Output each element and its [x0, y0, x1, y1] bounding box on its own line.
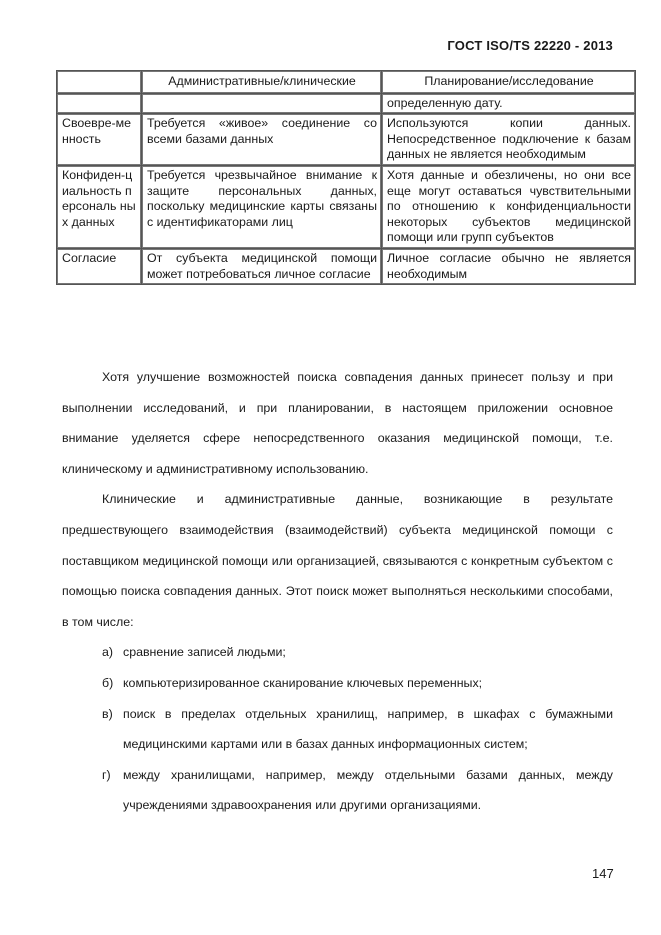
list-item	[62, 637, 613, 668]
table-header-row	[57, 71, 636, 94]
list-item-text: сравнение записей людьми;	[123, 645, 286, 660]
table-row	[57, 93, 636, 114]
list-item-text: поиск в пределах отдельных хранилищ, например, в шкафах с бумажными медицинскими картами или в базах данных информационных систем;	[123, 706, 613, 752]
row-planning-cell: Используются копии данных. Непосредственное подключение к базам данных не является необходимым	[382, 114, 636, 166]
row-planning-cell: Личное согласие обычно не является необходимым	[382, 248, 636, 284]
row-admin-cell	[142, 93, 382, 114]
body-text	[62, 362, 613, 821]
list-item	[62, 760, 613, 821]
row-label	[57, 93, 142, 114]
page-number: 147	[592, 866, 614, 881]
list-marker: г)	[102, 767, 111, 782]
enumerated-list	[62, 637, 613, 821]
table-row	[57, 114, 636, 166]
paragraph: Клинические и административные данные, возникающие в результате предшествующего взаимодействия (взаимодействий) субъекта медицинской помощи с поставщиком медицинской помощи или организацией, связываются с конкретным субъектом с помощью поиска совпадения данных. Этот поиск может выполняться несколькими способами, в том числе:	[62, 492, 613, 629]
list-item	[62, 668, 613, 699]
table-row	[57, 248, 636, 284]
list-marker: в)	[102, 706, 113, 721]
list-marker: б)	[102, 675, 114, 690]
row-planning-cell: определенную дату.	[382, 93, 636, 114]
paragraph: Хотя улучшение возможностей поиска совпадения данных принесет пользу и при выполнении исследований, и при планировании, в настоящем приложении основное внимание уделяется сфере непосредственного оказания медицинской помощи, т.е. клиническому и административному использованию.	[62, 370, 613, 476]
list-item	[62, 699, 613, 760]
list-marker: а)	[102, 645, 114, 660]
row-label: Конфиден-циальность персональ ных данных	[57, 165, 142, 248]
row-admin-cell: Требуется «живое» соединение со всеми базами данных	[142, 114, 382, 166]
comparison-table	[56, 70, 636, 285]
header-cell-admin: Административные/клинические	[142, 71, 382, 94]
row-planning-cell: Хотя данные и обезличены, но они все еще могут оставаться чувствительными по отношению к конфиденциальности некоторых субъектов медицинской помощи или групп субъектов	[382, 165, 636, 248]
row-admin-cell: От субъекта медицинской помощи может потребоваться личное согласие	[142, 248, 382, 284]
standard-designation: ГОСТ ISO/TS 22220 - 2013	[447, 38, 613, 53]
header-cell-planning: Планирование/исследование	[382, 71, 636, 94]
header-cell-empty	[57, 71, 142, 94]
row-label: Согласие	[57, 248, 142, 284]
list-item-text: компьютеризированное сканирование ключевых переменных;	[123, 675, 483, 690]
row-admin-cell: Требуется чрезвычайное внимание к защите персональных данных, поскольку медицинские карты связаны с идентификаторами лиц	[142, 165, 382, 248]
list-item-text: между хранилищами, например, между отдельными базами данных, между учреждениями здравоохранения или другими организациями.	[123, 767, 613, 813]
row-label: Своевре-менность	[57, 114, 142, 166]
table-row	[57, 165, 636, 248]
